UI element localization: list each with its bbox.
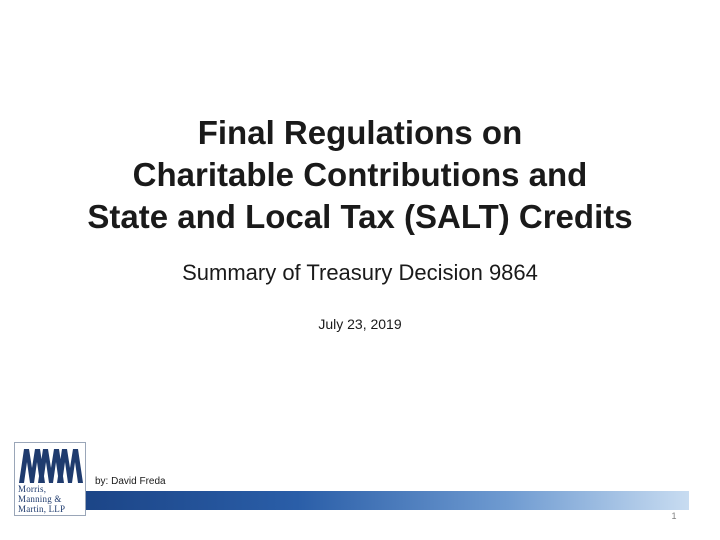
logo-line-2: Manning & xyxy=(18,494,62,504)
mmm-logo-icon xyxy=(18,446,84,484)
title-line-3: State and Local Tax (SALT) Credits xyxy=(87,198,633,235)
title-line-1: Final Regulations on xyxy=(197,114,523,151)
logo-line-3: Martin, LLP xyxy=(18,504,66,514)
logo-wordmark xyxy=(18,484,84,514)
slide-date: July 23, 2019 xyxy=(318,316,402,332)
logo-line-1: Morris, xyxy=(18,484,47,494)
title-line-2: Charitable Contributions and xyxy=(132,156,588,193)
slide-subtitle: Summary of Treasury Decision 9864 xyxy=(182,260,538,285)
author-credit: by: David Freda xyxy=(95,476,166,487)
footer-gradient-bar xyxy=(86,491,689,510)
firm-logo xyxy=(14,442,86,516)
page-number: 1 xyxy=(671,511,677,521)
slide-title xyxy=(0,112,720,238)
